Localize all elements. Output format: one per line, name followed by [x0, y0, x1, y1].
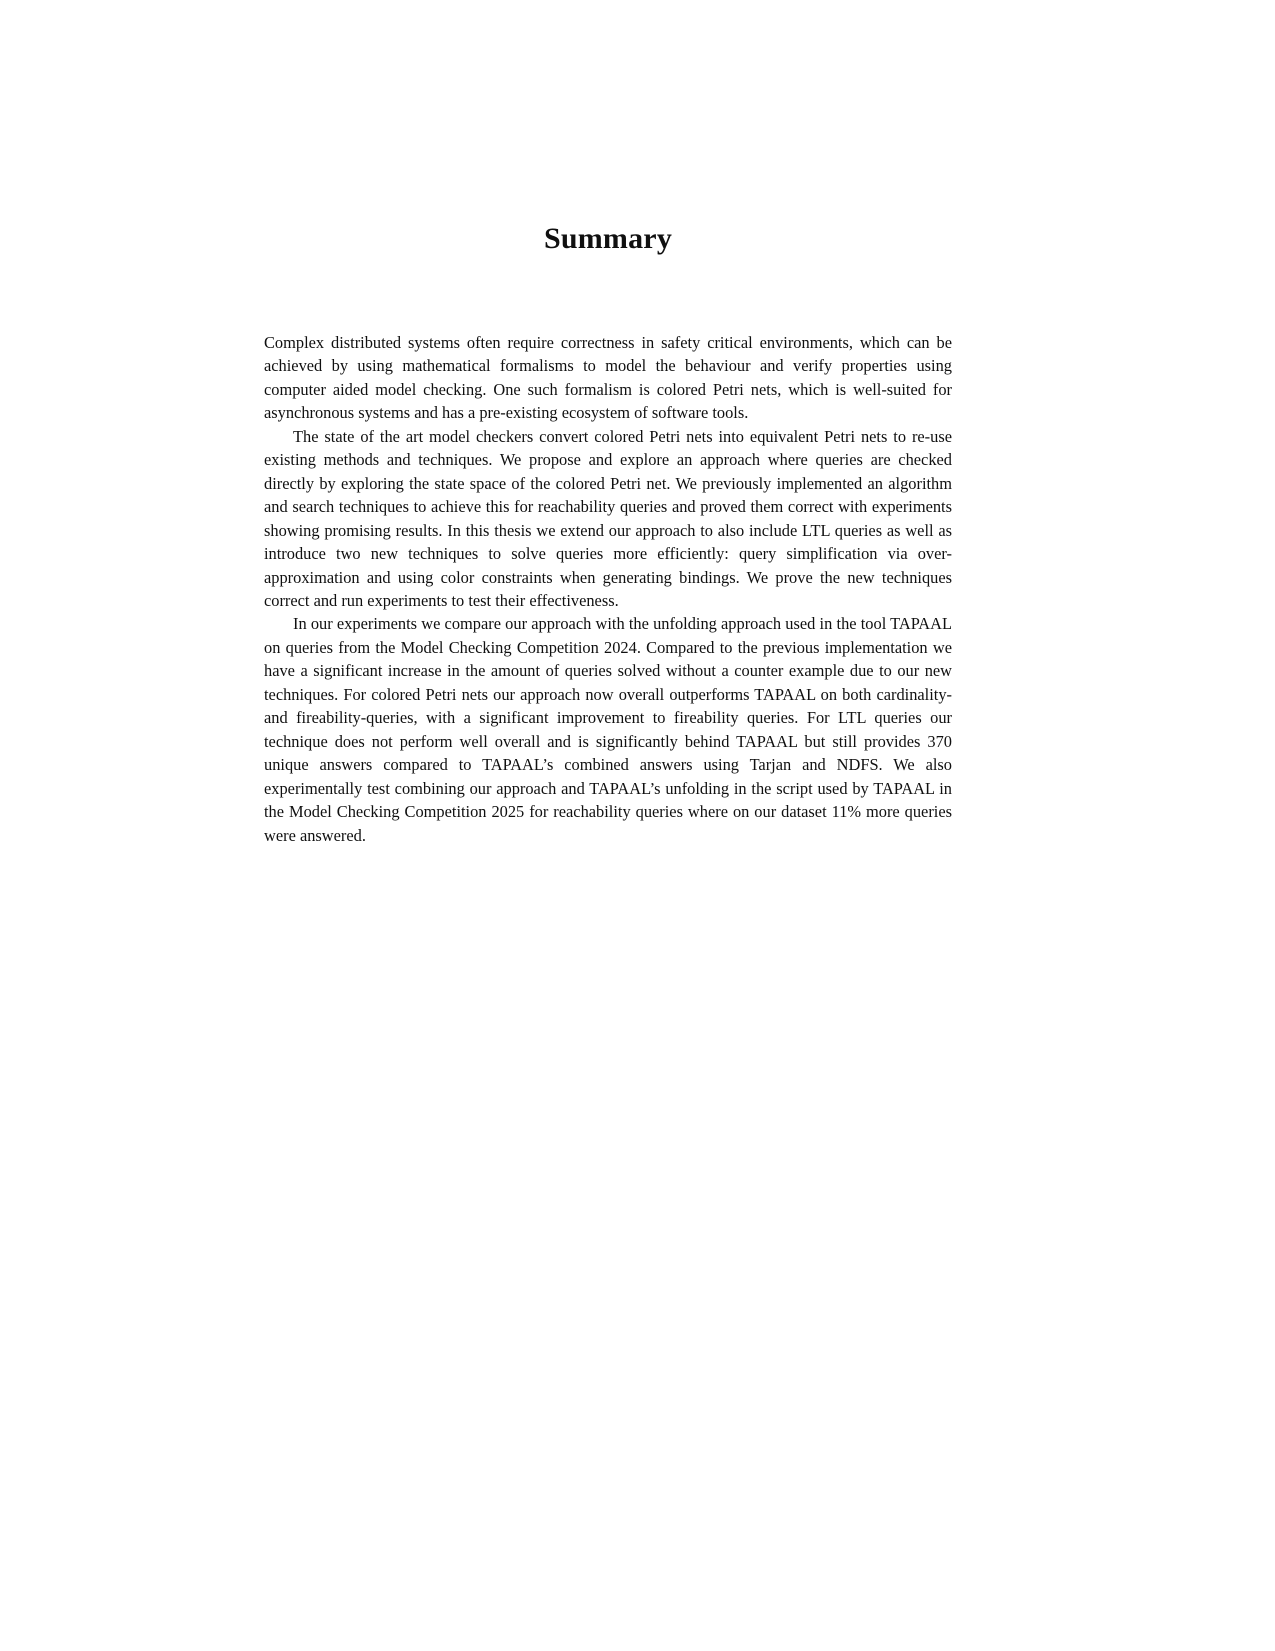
- paragraph-2: The state of the art model checkers convert colored Petri nets into equivalent Petri nets to re-use existing methods and techniques. We propose and explore an approach where queries are checked directly by exploring the state space of the colored Petri net. We previously implemented an algorithm and search techniques to achieve this for reachability queries and proved them correct with experiments showing promising results. In this thesis we extend our approach to also include LTL queries as well as introduce two new techniques to solve queries more efficiently: query simplification via over-approximation and using color constraints when generating bindings. We prove the new techniques correct and run experiments to test their effectiveness.: [264, 426, 952, 610]
- paragraph-1: Complex distributed systems often require correctness in safety critical environments, which can be achieved by using mathematical formalisms to model the behaviour and verify properties using computer aided model checking. One such formalism is colored Petri nets, which is well-suited for asynchronous systems and has a pre-existing ecosystem of software tools.: [264, 333, 952, 423]
- summary-body: [264, 331, 952, 847]
- page-title: Summary: [543, 222, 673, 255]
- paragraph-3: In our experiments we compare our approach with the unfolding approach used in the tool TAPAAL on queries from the Model Checking Competition 2024. Compared to the previous implementation we have a significant increase in the amount of queries solved without a counter example due to our new techniques. For colored Petri nets our approach now overall outperforms TAPAAL on both cardinality- and fireability-queries, with a significant improvement to fireability queries. For LTL queries our technique does not perform well overall and is significantly behind TAPAAL but still provides 370 unique answers compared to TAPAAL’s combined answers using Tarjan and NDFS. We also experimentally test combining our approach and TAPAAL’s unfolding in the script used by TAPAAL in the Model Checking Competition 2025 for reachability queries where on our dataset 11% more queries were answered.: [264, 614, 952, 845]
